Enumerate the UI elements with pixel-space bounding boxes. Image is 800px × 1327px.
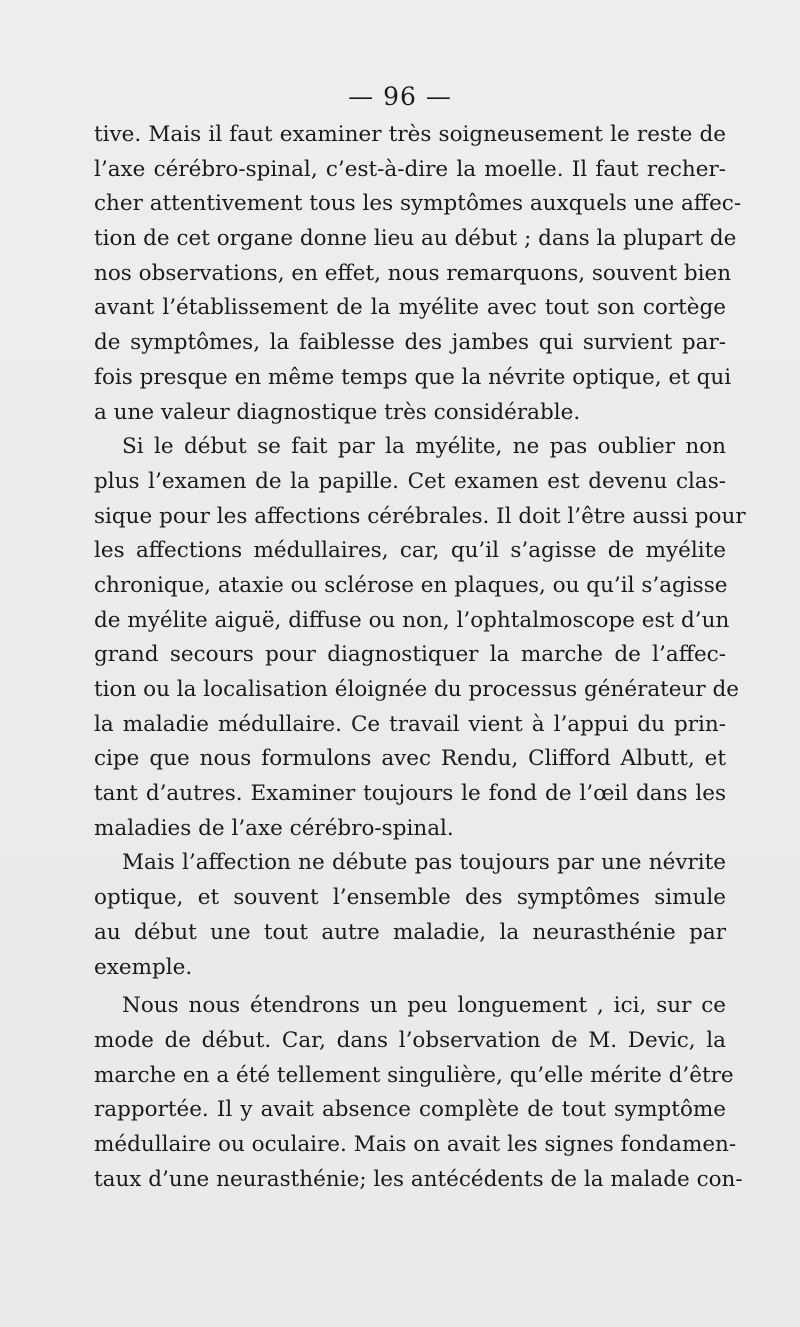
text-line: chronique, ataxie ou sclérose en plaques, ou qu’il s’agisse <box>94 572 728 598</box>
text-line: maladies de l’axe cérébro-spinal. <box>94 815 454 841</box>
text-line: mode de début. Car, dans l’observation de M. Devic, la <box>94 1027 726 1053</box>
text-line: de symptômes, la faiblesse des jambes qui survient par- <box>94 330 726 356</box>
body-text <box>94 118 746 1197</box>
paragraph <box>94 430 746 846</box>
text-line: Si le début se fait par la myélite, ne pas oublier non <box>122 434 726 460</box>
page-number: — 96 — <box>348 82 452 111</box>
text-line: de myélite aiguë, diffuse ou non, l’ophtalmoscope est d’un <box>94 607 730 633</box>
text-line: l’axe cérébro-spinal, c’est-à-dire la moelle. Il faut recher- <box>94 156 726 182</box>
text-line: cipe que nous formulons avec Rendu, Clifford Albutt, et <box>94 746 726 772</box>
text-line: Mais l’affection ne débute pas toujours par une névrite <box>122 850 726 876</box>
text-line: Nous nous étendrons un peu longuement , ici, sur ce <box>122 993 726 1019</box>
text-line: plus l’examen de la papille. Cet examen est devenu clas- <box>94 468 726 494</box>
text-line: sique pour les affections cérébrales. Il doit l’être aussi pour <box>94 503 746 529</box>
text-line: tion ou la localisation éloignée du processus générateur de <box>94 677 739 702</box>
text-line: tant d’autres. Examiner toujours le fond de l’œil dans les <box>94 781 726 807</box>
text-line: fois presque en même temps que la névrite optique, et qui <box>94 364 732 390</box>
text-line: les affections médullaires, car, qu’il s’agisse de myélite <box>94 538 726 564</box>
text-line: tion de cet organe donne lieu au début ; dans la plupart de <box>94 226 737 252</box>
text-line: optique, et souvent l’ensemble des symptômes simule <box>94 885 726 911</box>
text-line: marche en a été tellement singulière, qu’elle mérite d’être <box>94 1062 734 1088</box>
text-line: taux d’une neurasthénie; les antécédents de la malade con- <box>94 1166 743 1192</box>
text-line: cher attentivement tous les symptômes auxquels une affec- <box>94 191 742 217</box>
text-line: nos observations, en effet, nous remarquons, souvent bien <box>94 260 732 286</box>
paragraph <box>94 118 742 430</box>
text-line: la maladie médullaire. Ce travail vient à l’appui du prin- <box>94 711 726 737</box>
paragraph <box>94 989 743 1197</box>
text-line: grand secours pour diagnostiquer la marche de l’affec- <box>94 642 726 668</box>
text-line: au début une tout autre maladie, la neurasthénie par <box>94 919 726 945</box>
paragraph <box>94 846 726 985</box>
text-line: médullaire ou oculaire. Mais on avait les signes fondamen- <box>94 1131 737 1157</box>
text-line: tive. Mais il faut examiner très soigneusement le reste de <box>94 122 726 147</box>
text-line: rapportée. Il y avait absence complète de tout symptôme <box>94 1097 726 1123</box>
text-line: avant l’établissement de la myélite avec tout son cortège <box>94 295 726 321</box>
text-line: exemple. <box>94 954 193 980</box>
text-line: a une valeur diagnostique très considérable. <box>94 399 581 425</box>
